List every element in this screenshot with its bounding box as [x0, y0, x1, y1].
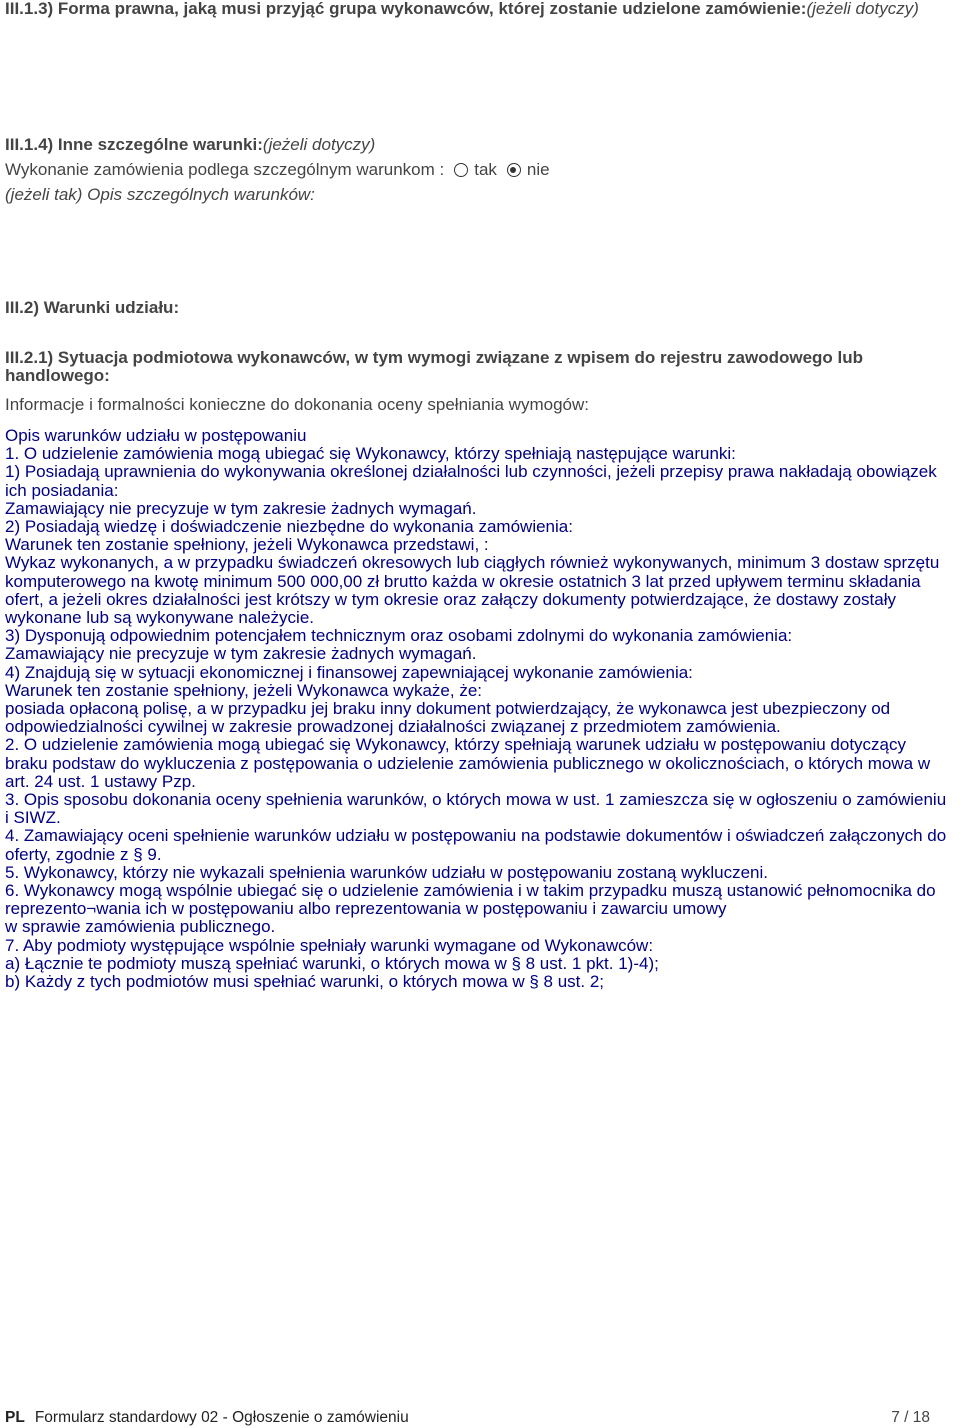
section-314-heading-text: III.1.4) Inne szczególne warunki: — [5, 135, 263, 154]
section-313-heading — [5, 0, 948, 18]
body-line: Zamawiający nie precyzuje w tym zakresie żadnych wymagań. — [5, 498, 477, 518]
body-line: 5. Wykonawcy, którzy nie wykazali spełnienia warunków udziału w postępowaniu zostaną wykluczeni. — [5, 862, 769, 882]
radio-option-no-label: nie — [526, 160, 550, 179]
section-314-heading — [5, 136, 948, 154]
section-313-note: (jeżeli dotyczy) — [806, 0, 919, 18]
body-line: 2) Posiadają wiedzę i doświadczenie niezbędne do wykonania zamówienia: — [5, 517, 573, 537]
body-line: 2. O udzielenie zamówienia mogą ubiegać się Wykonawcy, którzy spełniają warunek udziału w postępowaniu dotyczący braku podstaw do wykluczenia z postępowania o udzielenie zamówienia publicznego w okolicznościach, o których mowa w art. 24 ust. 1 ustawy Pzp. — [5, 735, 931, 791]
body-line: Opis warunków udziału w postępowaniu — [5, 426, 307, 445]
special-conditions-question: Wykonanie zamówienia podlega szczególnym warunkom : — [5, 160, 445, 179]
section-314-note: (jeżeli dotyczy) — [262, 135, 376, 154]
body-line: 3. Opis sposobu dokonania oceny spełnienia warunków, o których mowa w ust. 1 zamieszcza się w ogłoszeniu o zamówieniu i SIWZ. — [5, 790, 947, 828]
body-line: 1. O udzielenie zamówienia mogą ubiegać się Wykonawcy, którzy spełniają następujące warunki: — [5, 444, 736, 464]
body-line: 1) Posiadają uprawnienia do wykonywania określonej działalności lub czynności, jeżeli przepisy prawa nakładają obowiązek ich posiadania: — [5, 462, 937, 500]
footer-language: PL — [5, 1409, 25, 1426]
special-conditions-row — [5, 161, 948, 179]
body-line: 7. Aby podmioty występujące wspólnie spełniały warunki wymagane od Wykonawców: — [5, 935, 654, 955]
section-321-info: Informacje i formalności konieczne do dokonania oceny spełniania wymogów: — [5, 395, 589, 414]
body-line: posiada opłaconą polisę, a w przypadku jej braku inny dokument potwierdzający, że wykonawca jest ubezpieczony od odpowiedzialności cywilnej w zakresie prowadzonej działalności związanej z przedmiotem zamówienia. — [5, 699, 891, 737]
body-line: Warunek ten zostanie spełniony, jeżeli Wykonawca wykaże, że: — [5, 680, 483, 700]
body-line: w sprawie zamówienia publicznego. — [5, 917, 276, 937]
footer-left — [5, 1409, 409, 1427]
participation-conditions-body — [5, 427, 948, 991]
body-line: a) Łącznie te podmioty muszą spełniać warunki, o których mowa w § 8 ust. 1 pkt. 1)-4); — [5, 953, 659, 973]
radio-option-yes-label: tak — [474, 160, 497, 179]
body-line: 4. Zamawiający oceni spełnienie warunków udziału w postępowaniu na podstawie dokumentów i oświadczeń załączonych do oferty, zgodnie z § 9. — [5, 826, 947, 864]
radio-checked-icon — [507, 163, 521, 177]
footer-page-number: 7 / 18 — [891, 1409, 930, 1426]
body-line: 6. Wykonawcy mogą wspólnie ubiegać się o udzielenie zamówienia i w takim przypadku muszą ustanowić pełnomocnika do reprezento¬wania ich w postępowaniu albo reprezentowania w postępowaniu i zawarciu umowy — [5, 881, 936, 919]
radio-option-yes[interactable] — [454, 161, 497, 179]
section-321-heading: III.2.1) Sytuacja podmiotowa wykonawców, w tym wymogi związane z wpisem do rejestru zawodowego lub handlowego: — [5, 348, 864, 386]
footer-form-name: Formularz standardowy 02 - Ogłoszenie o zamówieniu — [34, 1409, 409, 1426]
section-313-heading-text: III.1.3) Forma prawna, jaką musi przyjąć grupa wykonawców, której zostanie udzielone zamówienie: — [5, 0, 807, 18]
body-line: 3) Dysponują odpowiednim potencjałem technicznym oraz osobami zdolnymi do wykonania zamówienia: — [5, 626, 793, 646]
body-line: Zamawiający nie precyzuje w tym zakresie żadnych wymagań. — [5, 644, 477, 664]
body-line: b) Każdy z tych podmiotów musi spełniać warunki, o których mowa w § 8 ust. 2; — [5, 972, 605, 992]
body-line: 4) Znajdują się w sytuacji ekonomicznej i finansowej zapewniającej wykonanie zamówienia: — [5, 662, 693, 682]
page-footer — [5, 1409, 930, 1427]
radio-option-no[interactable] — [507, 161, 550, 179]
section-32-heading: III.2) Warunki udziału: — [5, 298, 180, 317]
body-line: Wykaz wykonanych, a w przypadku świadczeń okresowych lub ciągłych również wykonywanych, minimum 3 dostaw sprzętu komputerowego na kwotę minimum 500 000,00 zł brutto każda w okresie ostatnich 3 lat przed upływem terminu składania ofert, a jeżeli okres działalności jest krótszy w tym okresie oraz załączy dokumenty potwierdzające, że dostawy zostały wykonane lub są wykonywane należycie. — [5, 553, 940, 628]
body-line: Warunek ten zostanie spełniony, jeżeli Wykonawca przedstawi, : — [5, 535, 489, 555]
special-conditions-description-label: (jeżeli tak) Opis szczególnych warunków: — [5, 185, 315, 204]
radio-unchecked-icon — [454, 163, 468, 177]
